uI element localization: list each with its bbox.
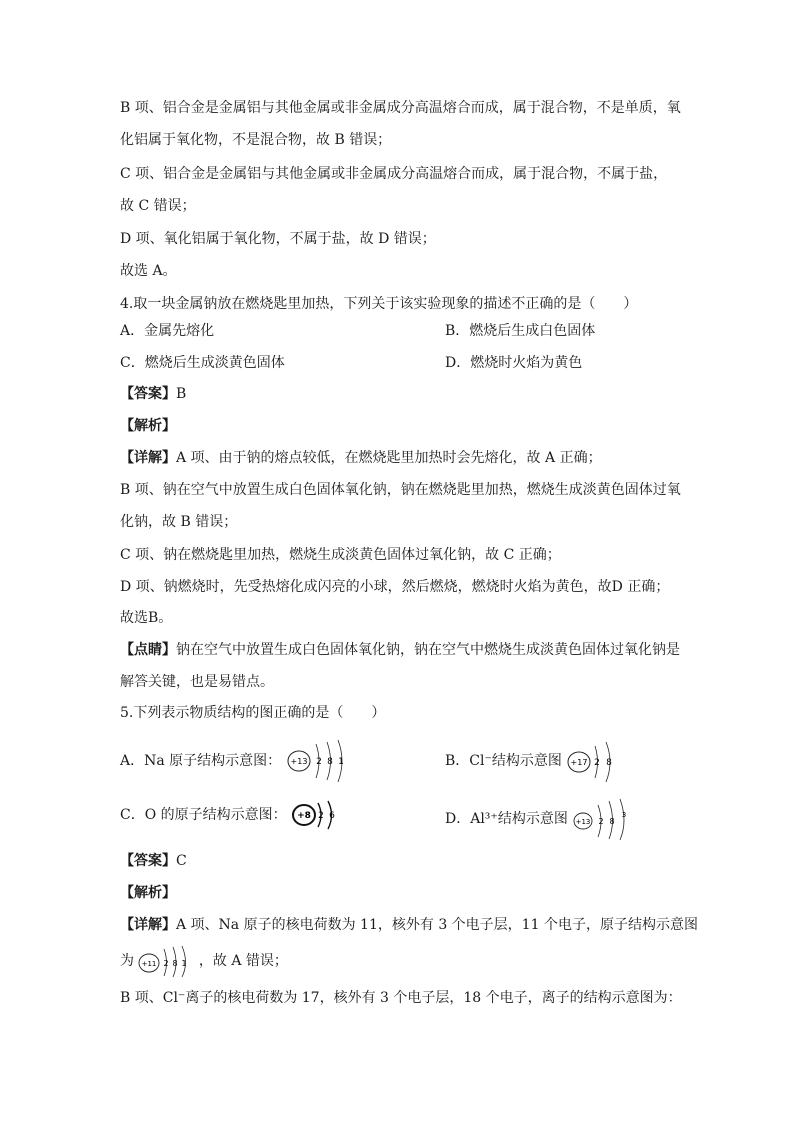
text-line: 解答关键，也是易错点。 [120, 674, 274, 690]
answer-tag: 【答案】 [120, 386, 176, 402]
shell-count: 2 [318, 811, 324, 821]
text-line: 故选 A。 [120, 263, 177, 279]
q5-option-b-label: B．Cl⁻结构示意图 [445, 753, 562, 769]
shell-count: 3 [622, 811, 627, 819]
atom-diagram-cl-ion [566, 738, 622, 784]
text-line: B 项、铝合金是金属铝与其他金属或非金属成分高温熔合而成，属于混合物，不是单质，氧 [120, 100, 681, 116]
shell-count: 1 [181, 959, 187, 968]
text-line: 化铝属于氧化物，不是混合物，故 B 错误； [120, 132, 392, 148]
shell-count: 6 [329, 811, 335, 821]
q5-option-a [120, 738, 352, 784]
atom-diagram-al-ion [572, 797, 634, 841]
answer-tag: 【答案】 [120, 853, 176, 869]
text-line: 故 C 错误； [120, 198, 196, 214]
text-line: C 项、钠在燃烧匙里加热，燃烧生成淡黄色固体过氧化钠，故 C 正确； [120, 547, 561, 563]
atom-diagram-na-correct [138, 944, 194, 978]
text-line: 故选B。 [120, 610, 173, 626]
detail-suffix: ，故 A 错误； [198, 953, 288, 969]
answer-value: B [176, 386, 187, 402]
shell-count: 2 [163, 959, 169, 968]
q5-option-a-label: A．Na 原子结构示意图： [120, 753, 282, 769]
detail-tag: 【详解】 [120, 917, 176, 933]
shell-count: 8 [609, 817, 615, 826]
note-tag: 【点睛】 [120, 642, 176, 658]
answer-value: C [176, 853, 187, 869]
q5-option-d [445, 797, 634, 841]
question-4-stem: 4.取一块金属钠放在燃烧匙里加热，下列关于该实验现象的描述不正确的是（ ） [120, 296, 638, 312]
q5-answer [120, 851, 187, 871]
shell-count: 2 [594, 758, 601, 768]
nucleus-label: +13 [290, 757, 308, 766]
q5-option-d-label: D．Al³⁺结构示意图 [445, 811, 568, 827]
text-line: D 项、钠燃烧时，先受热熔化成闪亮的小球，然后燃烧，燃烧时火焰为黄色，故D 正确； [120, 579, 670, 595]
q4-option-c: C．燃烧后生成淡黄色固体 [120, 355, 285, 371]
q5-detail [120, 915, 698, 935]
q5-option-c-label: C．O 的原子结构示意图： [120, 807, 287, 823]
shell-count: 2 [315, 757, 322, 767]
q4-option-d: D．燃烧时火焰为黄色 [445, 355, 583, 371]
shell-count: 1 [337, 757, 344, 767]
atom-diagram-o [291, 797, 341, 833]
atom-diagram-na [286, 738, 352, 784]
shell-count: 8 [326, 757, 333, 767]
q4-note [120, 640, 680, 660]
q5-option-b [445, 738, 622, 784]
detail-text: A 项、由于钠的熔点较低，在燃烧匙里加热时会先熔化，故 A 正确； [176, 450, 602, 466]
text-line: B 项、钠在空气中放置生成白色固体氧化钠，钠在燃烧匙里加热，燃烧生成淡黄色固体过氧 [120, 482, 681, 498]
shell-count: 8 [606, 758, 613, 768]
note-text: 钠在空气中放置生成白色固体氧化钠，钠在空气中燃烧生成淡黄色固体过氧化钠是 [176, 642, 680, 658]
q4-detail [120, 448, 602, 468]
detail-text: A 项、Na 原子的核电荷数为 11，核外有 3 个电子层，11 个电子，原子结构示意图 [176, 917, 698, 933]
nucleus-label: +13 [575, 818, 591, 826]
q5-detail-line [120, 944, 288, 978]
detail-tag: 【详解】 [120, 450, 176, 466]
q4-analysis-tag: 【解析】 [120, 418, 176, 434]
nucleus-label: +11 [142, 960, 157, 968]
shell-count: 8 [172, 959, 178, 968]
q4-option-b: B．燃烧后生成白色固体 [445, 323, 596, 339]
shell-count: 2 [598, 817, 604, 826]
nucleus-label: +8 [297, 811, 311, 821]
text-line: B 项、Cl⁻离子的核电荷数为 17，核外有 3 个电子层，18 个电子，离子的结构示意图为： [120, 990, 682, 1006]
q4-answer [120, 384, 186, 404]
detail-prefix: 为 [120, 953, 134, 969]
text-line: 化钠，故 B 错误； [120, 514, 238, 530]
nucleus-label: +17 [570, 758, 588, 767]
q4-option-a: A．金属先熔化 [120, 323, 215, 339]
q5-option-c [120, 797, 341, 833]
q5-analysis-tag: 【解析】 [120, 885, 176, 901]
text-line: D 项、氧化铝属于氧化物，不属于盐，故 D 错误； [120, 231, 436, 247]
question-5-stem: 5.下列表示物质结构的图正确的是（ ） [120, 705, 386, 721]
text-line: C 项、铝合金是金属铝与其他金属或非金属成分高温熔合而成，属于混合物，不属于盐， [120, 166, 668, 182]
